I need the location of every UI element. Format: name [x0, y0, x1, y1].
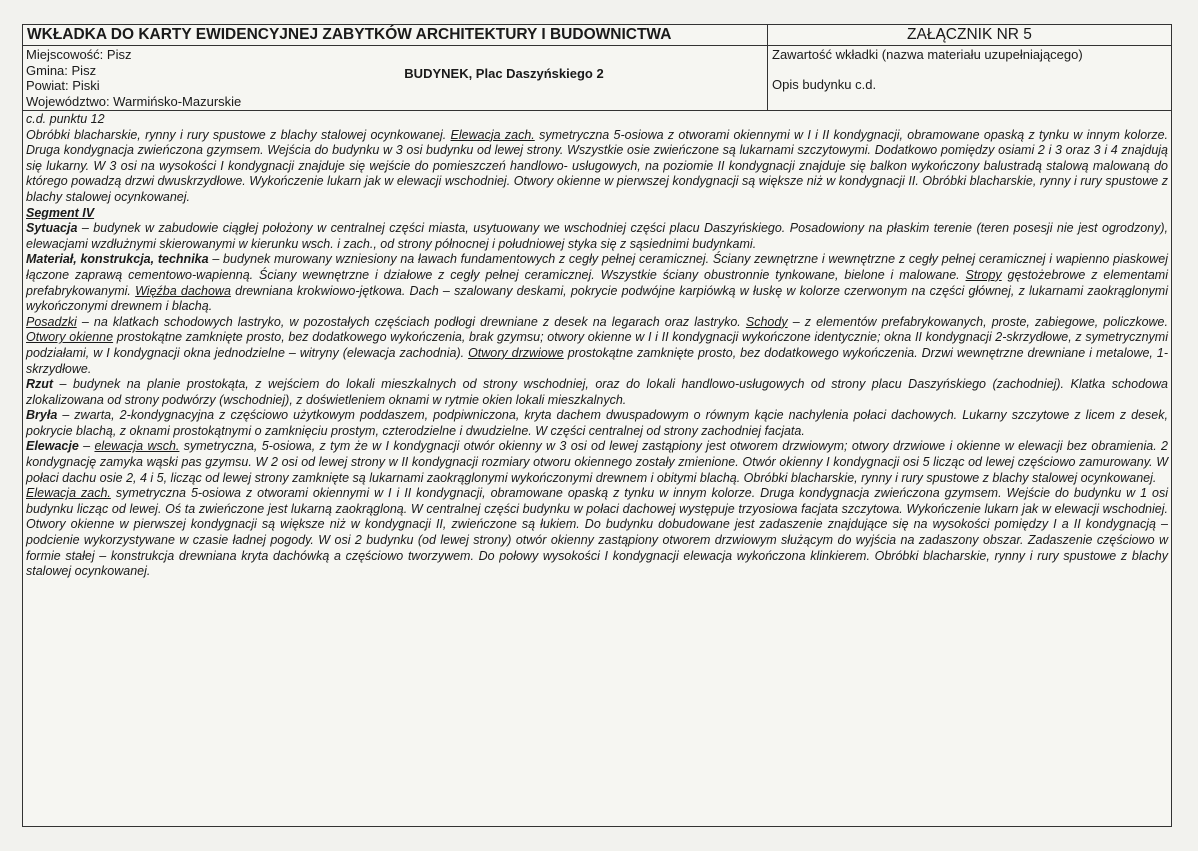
contents-label: Zawartość wkładki (nazwa materiału uzupełniającego): [772, 47, 1083, 62]
annex-number: ZAŁĄCZNIK NR 5: [907, 26, 1032, 43]
paragraph: Rzut – budynek na planie prostokąta, z wejściem do lokali mieszkalnych od strony wschodniej, oraz do lokali handlowo-usługowych od strony placu Daszyńskiego (zachodniej). Klatka schodowa zlokalizowana od strony podwórzy (wschodniej), z doświetleniem oknami w rytmie okien lokali mieszkalnych.: [26, 377, 1168, 407]
voivodeship: Województwo: Warmińsko-Mazurskie: [26, 93, 242, 109]
segment-heading: Segment IV: [26, 205, 95, 220]
paragraph: Posadzki – na klatkach schodowych lastryko, w pozostałych częściach podłogi drewniane z desek na legarach oraz lastryko. Schody – z elementów prefabrykowanych, proste, zabiegowe, policzkowe. Otwory okienne prostokątne zamknięte prosto, bez dodatkowego wykończenia, brak gzymsu; otwory okienne w I i II kondygnacji wykończone identycznie; okna II kondygnacji 2-skrzydłowe, z symetrycznymi podziałami, w I kondygnacji okna jednodzielne – witryny (elewacja zachodnia). Otwory drzwiowe prostokątne zamknięte prosto, bez dodatkowego wykończenia. Drzwi wewnętrzne drewniane i metalowe, 1-skrzydłowe.: [26, 314, 1169, 376]
info-row: [23, 46, 1171, 111]
description-body: [23, 111, 1171, 580]
paragraph: Materiał, konstrukcja, technika – budynek murowany wzniesiony na ławach fundamentowych z cegły pełnej ceramicznej. Ściany zewnętrzne i wewnętrzne z cegły pełnej ceramicznej i wapienno piaskowej łączone zaprawą cementowo-wapienną. Ściany wewnętrzne i działowe z cegły pełnej ceramicznej. Wszystkie ściany obustronnie tynkowane, bielone i malowane. Stropy gęstożebrowe z elementami prefabrykowanymi. Więźba dachowa drewniana krokwiowo-jętkowa. Dach – szalowany deskami, pokrycie podwójne karpiówką w łuskę w kolorze czerwonym na części głównej, z lukarnami zaokrąglonymi wykończonymi drewnem i blachą.: [26, 252, 1168, 314]
town: Miejscowość: Pisz: [26, 47, 132, 62]
paragraph: Elewacje – elewacja wsch. symetryczna, 5-osiowa, z tym że w I kondygnacji otwór okienny w 3 osi od lewej zastąpiony jest otworem drzwiowym; otwory drzwiowe i okienne w elewacji bez obramienia. 2 kondygnację zamyka wąski pas gzymsu. W 2 osi od lewej strony w II kondygnacji rozmiary otworu okiennego zostały zmienione. Otwór okienny I kondygnacji osi 5 licząc od lewej częściowo zamurowany. W połaci dachu osie 2, 4 i 5, licząc od lewej strony zamknięte są lukarnami zaokrąglonymi wykończonymi drewnem i obitymi blachą. Obróbki blacharskie, rynny i rury spustowe z blachy stalowej ocynkowanej.: [26, 439, 1168, 485]
header-row: [23, 25, 1171, 46]
municipality: Gmina: Pisz: [26, 62, 97, 78]
continuation-note: c.d. punktu 12: [26, 112, 105, 126]
contents-value: Opis budynku c.d.: [772, 77, 877, 92]
record-sheet: [22, 24, 1172, 827]
building-name: BUDYNEK, Plac Daszyńskiego 2: [241, 46, 768, 110]
form-title: WKŁADKA DO KARTY EWIDENCYJNEJ ZABYTKÓW ARCHITEKTURY I BUDOWNICTWA: [23, 25, 768, 45]
paragraph: Elewacja zach. symetryczna 5-osiowa z otworami okiennymi w I i II kondygnacji, obramowane opaską z tynku w innym kolorze. Druga kondygnacja zwieńczona gzymsem. Wejście do budynku w 1 osi budynku licząc od lewej. Oś ta zwieńczone jest lukarną zaokrągloną. W centralnej części budynku w połaci dachowej występuje trzyosiowa facjata szczytowa. Wykończenie lukarn jak w elewacji wschodniej. Otwory okienne w pierwszej kondygnacji są większe niż w kondygnacji II, zwieńczone są łukiem. Do budynku dobudowane jest zadaszenie znajdujące się na wysokości pomiędzy I a II kondygnacją – podcienie wykorzystywane w czasie ładnej pogody. W osi 2 budynku (od lewej strony) otwór okienny zastąpiony otworem drzwiowym służącym do wyjścia na zadaszony obszar. Zadaszenie częściowo w formie stałej – konstrukcja drewniana kryta dachówką a częściowo tworzywem. Do połowy wysokości I kondygnacji elewacja wykończona klinkierem. Obróbki blacharskie, rynny i rury spustowe z blachy stalowej ocynkowanej.: [26, 486, 1169, 579]
location-block: [23, 46, 241, 110]
paragraph: Sytuacja – budynek w zabudowie ciągłej położony w centralnej części miasta, usytuowany we wschodniej części placu Daszyńskiego. Posadowiony na płaskim terenie (teren posesji nie jest ogrodzony), elewacjami wzdłużnymi skierowanymi w kierunku wsch. i zach., od strony północnej i południowej styka się z sąsiednimi budynkami.: [26, 221, 1168, 251]
paragraph: Bryła – zwarta, 2-kondygnacyjna z częściowo użytkowym poddaszem, podpiwniczona, kryta dachem dwuspadowym o równym kącie nachylenia połaci dachowych. Lukarny szczytowe z licem z desek, pokrycie blachą, z oknami prostokątnymi o zamknięciu prostym, czterodzielne i dwudzielne. W części centralnej od strony zachodniej facjata.: [26, 408, 1168, 438]
paragraph: Obróbki blacharskie, rynny i rury spustowe z blachy stalowej ocynkowanej. Elewacja zach. symetryczna 5-osiowa z otworami okiennymi w I i II kondygnacji, obramowane opaską z tynku w innym kolorze. Druga kondygnacja zwieńczona gzymsem. Wejścia do budynku w 3 osi budynku od lewej strony. Wszystkie osie zwieńczone są lukarnami szczytowymi. Dodatkowo pomiędzy osiami 2 i 3 oraz 3 i 4 znajdują się lukarny. W 3 osi na wysokości I kondygnacji znajduje się wejście do pomieszczeń handlowo- usługowych, na poziomie II kondygnacji znajduje się balkon wykończony balustradą stalową malowaną do którego powadzą drzwi dwuskrzydłowe. Wykończenie lukarn jak w elewacji wschodniej. Otwory okienne w pierwszej kondygnacji są większe niż w kondygnacji II. Obróbki blacharskie, rynny i rury spustowe z blachy stalowej ocynkowanej.: [26, 127, 1169, 204]
county: Powiat: Piski: [26, 78, 100, 94]
contents-block: [768, 46, 1171, 110]
